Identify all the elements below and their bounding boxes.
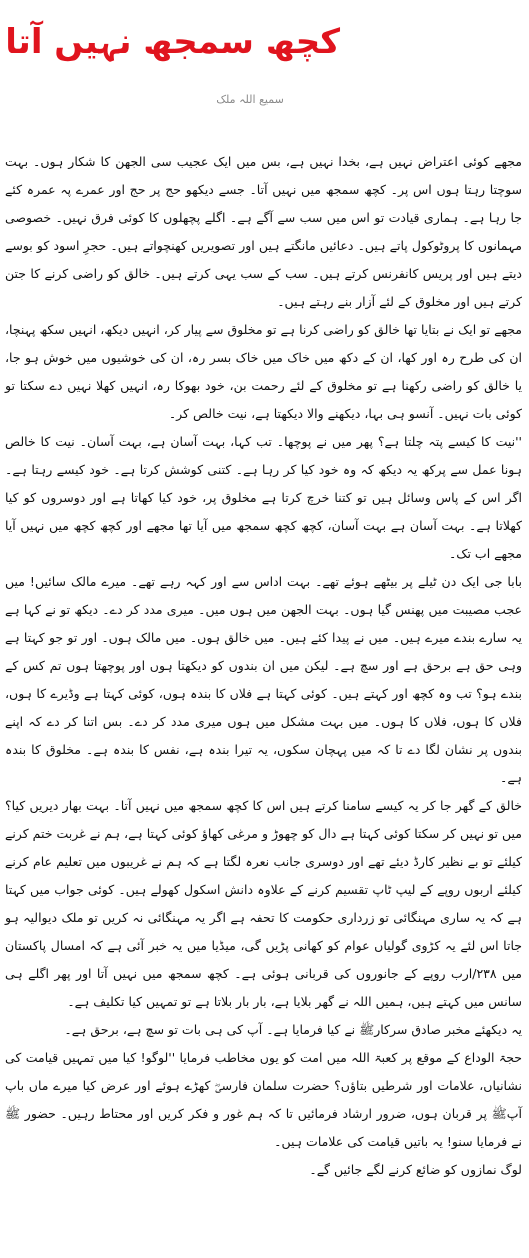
paragraph: یہ دیکھئے مخبر صادق سرکارﷺ نے کیا فرمایا ہے۔ آپ کی ہی بات تو سچ ہے، برحق ہے۔ bbox=[64, 1022, 522, 1037]
paragraph: ''نیت کا کیسے پتہ چلتا ہے؟ پھر میں نے پوچھا۔ تب کہا، بہت آسان ہے، بہت آسان۔ نیت کا خالص ہونا عمل سے پرکھ یہ دیکھ کہ وہ خود کیا کر رہا ہے۔ کتنی کوشش کرتا ہے۔ خود کیسے رہتا ہے۔ اگر اس کے پاس وسائل ہیں تو کتنا خرچ کرتا ہے مخلوق پر، خود کیا کھاتا ہے اور دوسروں کو کیا کھلاتا ہے۔ بہت آسان ہے بہت آسان، کچھ کچھ سمجھ میں آیا تھا مجھے اور کچھ کچھ میں نہیں آیا مجھے اب تک۔ bbox=[5, 434, 522, 561]
paragraph: حجۃ الوداع کے موقع پر کعبۃ اللہ میں امت کو یوں مخاطب فرمایا ''لوگو! کیا میں تمہیں قیامت کی نشانیاں، علامات اور شرطیں بتاؤں؟ حضرت سلمان فارسیؓ کھڑے ہوئے اور عرض کیا میرے ماں باپ آپﷺ پر قربان ہوں، ضرور ارشاد فرمائیں تا کہ ہم غور و فکر کریں اور محتاط رہیں۔ حضور ﷺ نے فرمایا سنو! یہ باتیں قیامت کی علامات ہیں۔ bbox=[5, 1050, 522, 1149]
article-body bbox=[5, 148, 522, 1248]
paragraph: بابا جی ایک دن ٹیلے پر بیٹھے ہوئے تھے۔ بہت اداس سے اور کہہ رہے تھے۔ میرے مالک سائیں! میں عجب مصیبت میں پھنس گیا ہوں۔ بہت الجھن میں ہوں میں۔ میری مدد کر دے۔ دیکھ تو نے کہا ہے یہ سارے بندے میرے ہیں۔ میں نے پیدا کئے ہیں۔ میں خالق ہوں۔ میں مالک ہوں۔ اور تو جو کہتا ہے وہی حق ہے برحق ہے اور سچ ہے۔ لیکن میں ان بندوں کو دیکھتا ہوں اور پوچھتا ہوں تم کس کے بندے ہو؟ تب وہ کچھ اور کہتے ہیں۔ کوئی کہتا ہے فلاں کا بندہ ہوں، کوئی کہتا ہے وڈیرے کا ہوں، فلاں کا ہوں، فلاں کا ہوں۔ میں بہت مشکل میں ہوں میری مدد کر دے۔ بس اتنا کر دے کہ اپنے بندوں پر نشان لگا دے تا کہ میں پہچان سکوں، یہ تیرا بندہ ہے، نفس کا بندہ ہے۔ مخلوق کا بندہ ہے۔ bbox=[5, 574, 522, 785]
paragraph: خالق کے گھر جا کر یہ کیسے سامنا کرتے ہیں اس کا کچھ سمجھ میں نہیں آتا۔ بہت بھار دیریں کیا؟ میں تو نہیں کر سکتا کوئی کہتا ہے دال کو چھوڑ و مرغی کھاؤ کوئی کہتا ہے، ہم نے غربت ختم کرنے کیلئے تو بے نظیر کارڈ دیئے تھے اور دوسری جانب نعرہ لگتا ہے کہ ہم نے غریبوں میں تعلیم عام کرنے کیلئے اربوں روپے کے لیپ ٹاپ تقسیم کرنے کے علاوہ دانش اسکول کھولے ہیں۔ کوئی جواب میں کہتا ہے کہ یہ ساری مہنگائی تو زرداری حکومت کا تحفہ ہے اگر یہ مہنگائی نہ کریں تو ملک دیوالیہ ہو جاتا اس لئے یہ کڑوی گولیاں عوام کو کھانی پڑیں گی، میڈیا میں یہ خبر آئی ہے کہ امسال پاکستان میں ۲۳۸/ارب روپے کے جانوروں کی قربانی ہوئی ہے۔ کچھ سمجھ میں نہیں آتا اور پھر اگلے ہی سانس میں کہتے ہیں، ہمیں اللہ نے گھر بلایا ہے، بار بار بلاتا ہے تو تمہیں کیا تکلیف ہے۔ bbox=[5, 798, 523, 1009]
paragraph: لوگ نمازوں کو ضائع کرنے لگے جائیں گے۔ bbox=[309, 1162, 522, 1177]
author-byline: سمیع اللہ ملک bbox=[216, 93, 284, 106]
paragraph: مجھے کوئی اعتراض نہیں ہے، بخدا نہیں ہے، بس میں ایک عجیب سی الجھن کا شکار ہوں۔ بہت سوچتا رہتا ہوں اس پر۔ کچھ سمجھ میں نہیں آتا۔ جسے دیکھو حج پر حج اور عمرے پہ عمرہ کئے جا رہا ہے۔ ہماری قیادت تو اس میں سب سے آگے ہے۔ اگلے پچھلوں کا کوئی فرق نہیں۔ خصوصی مہمانوں کا پروٹوکول پاتے ہیں۔ دعائیں مانگتے ہیں اور تصویریں کھنچواتے ہیں۔ حجرِ اسود کو بوسے دیتے ہیں اور پریس کانفرنس کرتے ہیں۔ سب کے سب یہی کرتے ہیں۔ خالق کو راضی کرنے کا جتن کرتے ہیں اور مخلوق کے لئے آزار بنے رہتے ہیں۔ bbox=[5, 154, 522, 309]
paragraph: مجھے تو ایک نے بتایا تھا خالق کو راضی کرنا ہے تو مخلوق سے پیار کر، انہیں دیکھ، انہیں سکھ پہنچا، ان کی طرح رہ اور کھا، ان کے دکھ میں خاک میں خاک بسر رہ، ان کی خوشیوں میں خوش ہو جا، یا خالق کو راضی رکھنا ہے تو مخلوق کے لئے رحمت بن، خود بھوکا رہ، انہیں کھلا نہیں دے سکتا تو کوئی بات نہیں۔ آنسو ہی بہا، دیکھنے والا دیکھتا ہے، نیت خالص کر۔ bbox=[5, 322, 522, 421]
article-title: کچھ سمجھ نہیں آتا bbox=[5, 22, 340, 62]
